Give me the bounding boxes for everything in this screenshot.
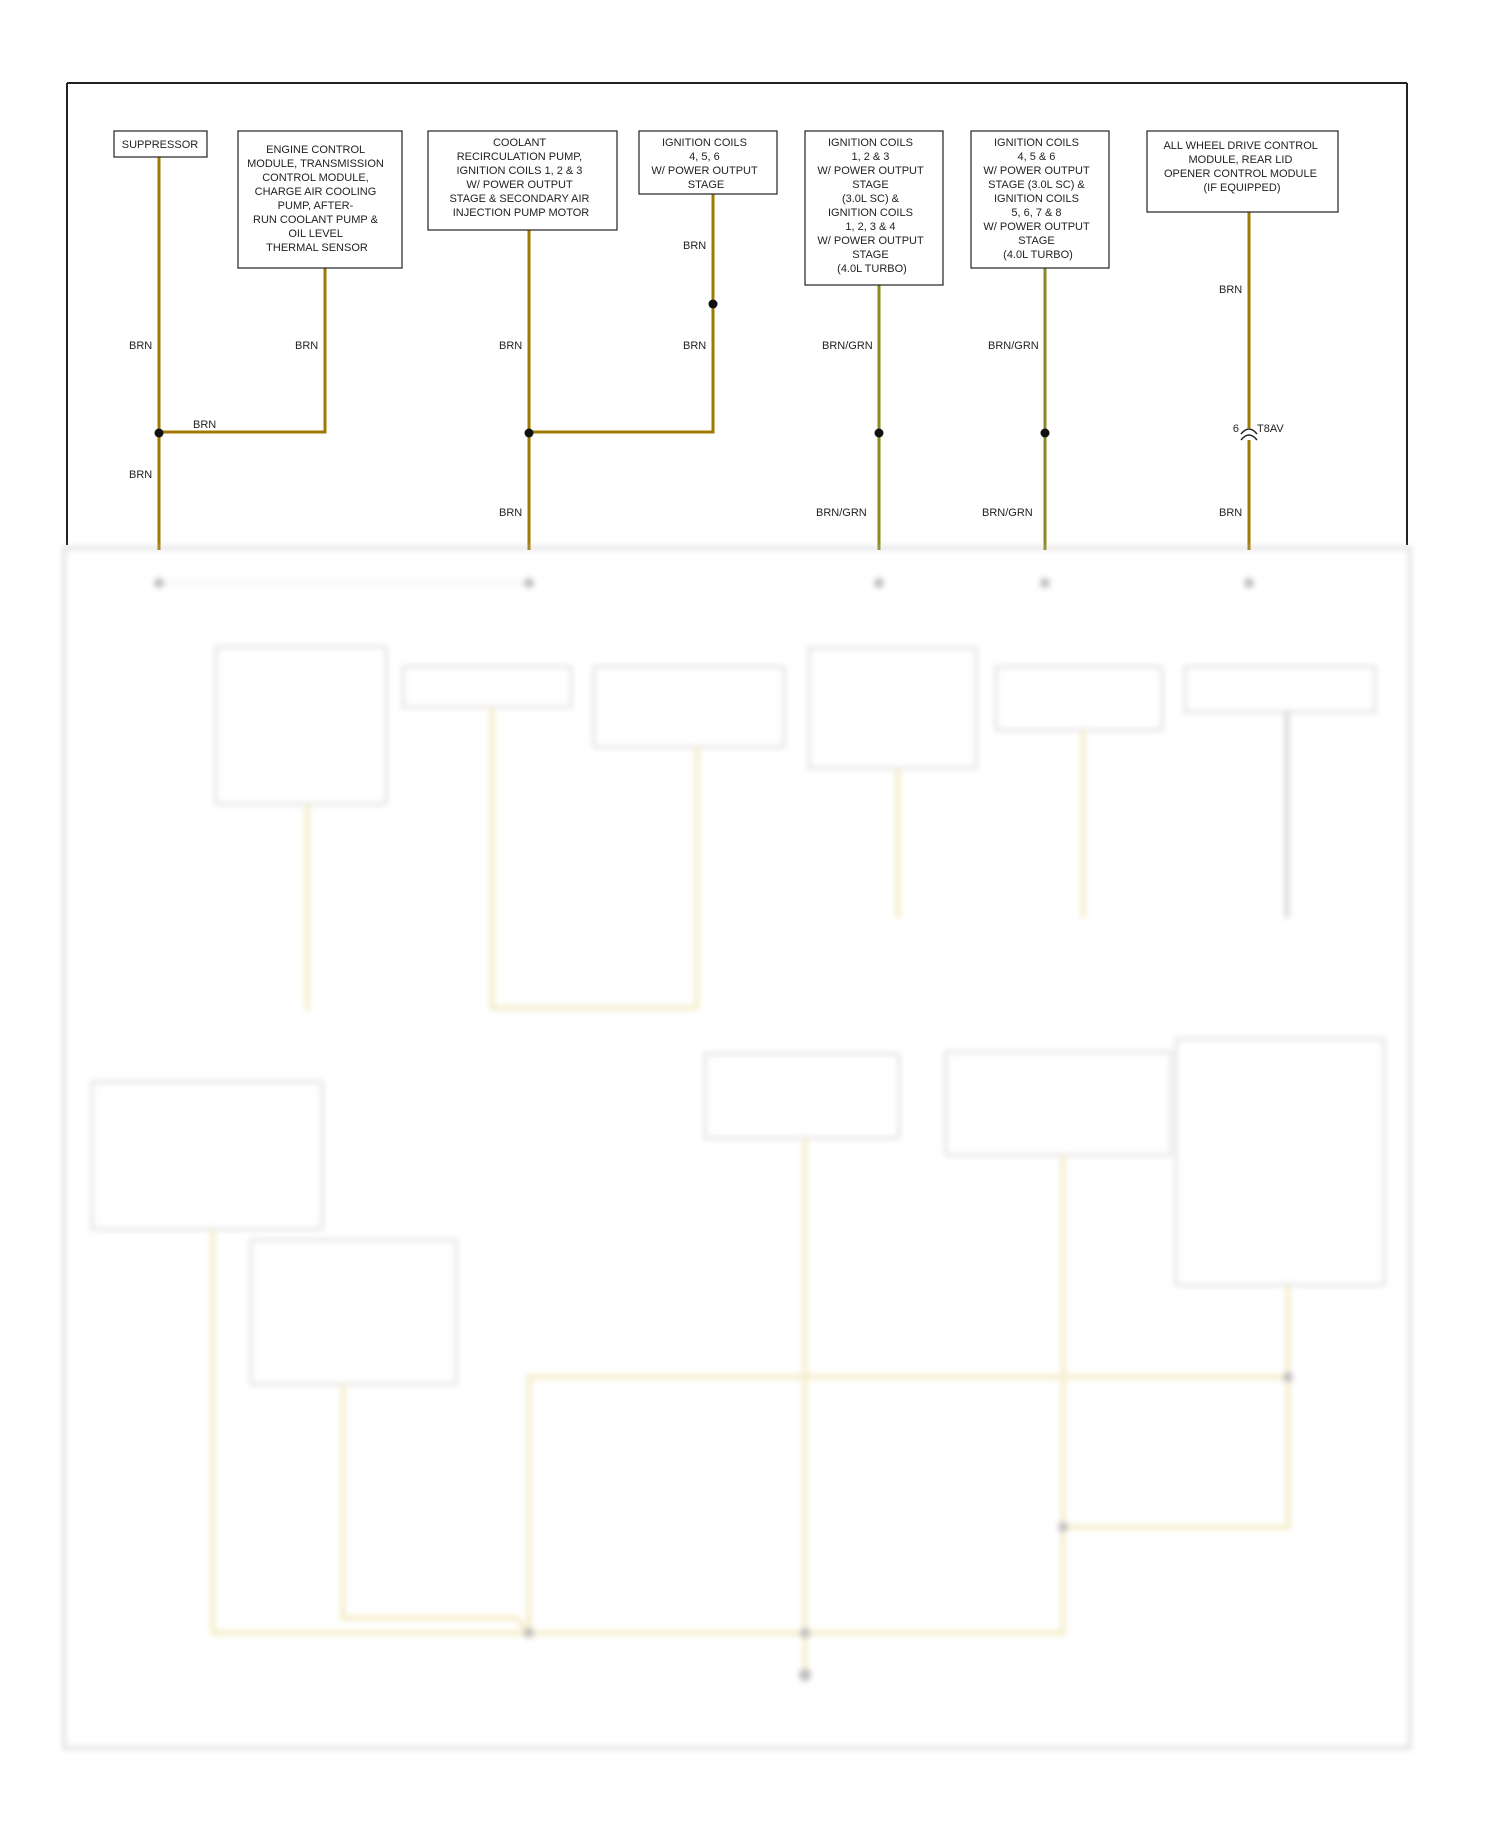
splice-points — [155, 300, 1050, 438]
wire-label: BRN/GRN — [982, 507, 1033, 519]
wire-label: BRN — [1219, 284, 1243, 296]
wire-label: BRN — [295, 340, 319, 352]
label-awd: ALL WHEEL DRIVE CONTROL MODULE, REAR LID OPENER CONTROL MODULE (IF EQUIPPED) — [1163, 140, 1318, 194]
label-coils-456: IGNITION COILS 4, 5, 6 W/ POWER OUTPUT STAGE — [651, 137, 758, 191]
label-coils-123: IGNITION COILS 1, 2 & 3 W/ POWER OUTPUT STAGE (3.0L SC) & IGNITION COILS 1, 2, 3 & 4 W/ POWER OUTPUT STAGE (4.0L TURBO) — [817, 137, 924, 275]
splice-dot — [155, 429, 164, 438]
label-coolant: COOLANT RECIRCULATION PUMP, IGNITION COILS 1, 2 & 3 W/ POWER OUTPUT STAGE & SECONDARY AIR INJECTION PUMP MOTOR — [449, 137, 590, 219]
wire-label: BRN/GRN — [816, 507, 867, 519]
label-coils-4568: IGNITION COILS 4, 5 & 6 W/ POWER OUTPUT STAGE (3.0L SC) & IGNITION COILS 5, 6, 7 & 8 W/ POWER OUTPUT STAGE (4.0L TURBO) — [983, 137, 1090, 261]
splice-dot — [1041, 429, 1050, 438]
label-ecm: ENGINE CONTROL MODULE, TRANSMISSION CONTROL MODULE, CHARGE AIR COOLING PUMP, AFTER- RUN COOLANT PUMP & OIL LEVEL THERMAL SENSOR — [247, 144, 384, 254]
wire-label: BRN — [683, 340, 707, 352]
wire-label: BRN — [683, 240, 707, 252]
splice-dot — [709, 300, 718, 309]
obscured-lower-section — [64, 548, 1410, 1748]
wire-label: BRN — [129, 340, 153, 352]
splice-dot — [875, 429, 884, 438]
label-suppressor: SUPPRESSOR — [121, 139, 199, 151]
wire-label: BRN/GRN — [988, 340, 1039, 352]
wire-label: BRN — [499, 507, 523, 519]
wire-label: BRN — [129, 469, 153, 481]
wire-label: BRN — [193, 419, 217, 431]
wire-label: BRN — [1219, 507, 1243, 519]
splice-dot — [525, 429, 534, 438]
wire-label: BRN/GRN — [822, 340, 873, 352]
connector-pin: 6 — [1232, 423, 1239, 435]
connector-t8av — [1233, 423, 1284, 440]
connector-name: T8AV — [1257, 423, 1284, 435]
wire-label: BRN — [499, 340, 523, 352]
wire-labels — [129, 240, 1242, 519]
